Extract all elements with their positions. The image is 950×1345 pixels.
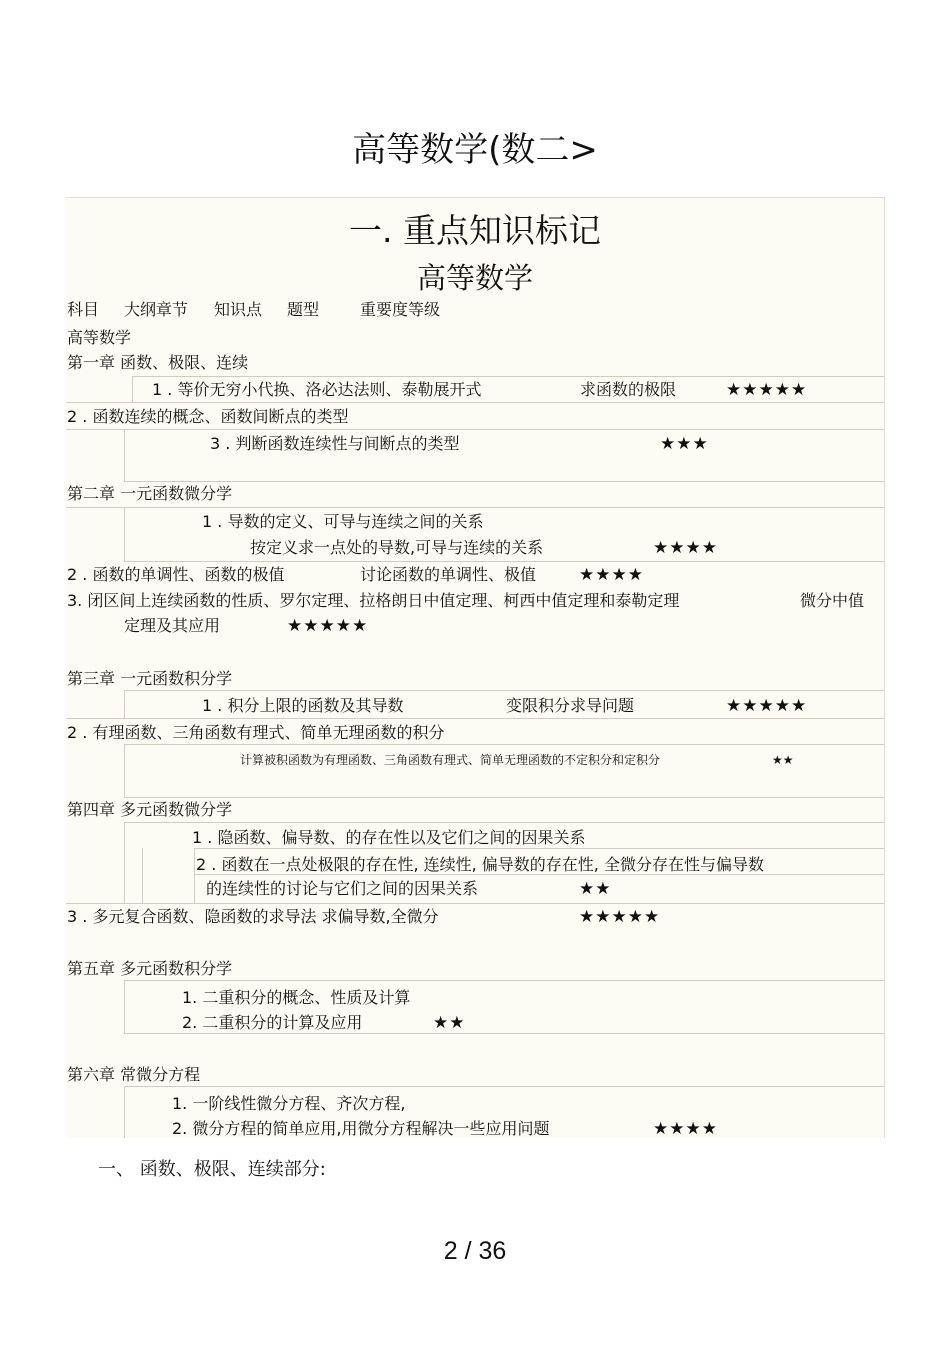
ch2-item-2: 2 . 函数的单调性、函数的极值 <box>67 565 285 584</box>
row-line <box>66 718 884 719</box>
row-line <box>124 561 884 562</box>
knowledge-table <box>66 197 885 1138</box>
column-line <box>194 848 195 903</box>
header-subject: 科目 <box>67 300 100 319</box>
row-line <box>66 402 884 403</box>
column-line <box>142 848 143 903</box>
row-line <box>124 690 884 691</box>
subject-name: 高等数学 <box>67 328 132 347</box>
column-line <box>124 690 125 718</box>
ch5-item-2: 2. 二重积分的计算及应用 <box>182 1013 363 1032</box>
document-title: 高等数学(数二> <box>352 130 598 170</box>
column-line <box>132 376 133 402</box>
row-line <box>124 822 884 823</box>
ch1-item-3-stars: ★★★ <box>660 434 709 454</box>
ch3-item-2: 2 . 有理函数、三角函数有理式、简单无理函数的积分 <box>67 723 445 742</box>
page-number: 2 / 36 <box>443 1237 507 1265</box>
chapter-1-title: 第一章 函数、极限、连续 <box>67 353 249 372</box>
ch4-item-3: 3 . 多元复合函数、隐函数的求导法 求偏导数,全微分 <box>67 907 439 926</box>
ch6-item-2-stars: ★★★★ <box>653 1119 718 1139</box>
row-line <box>124 1086 884 1087</box>
row-line <box>66 507 884 508</box>
row-line <box>194 848 884 849</box>
ch5-item-1: 1. 二重积分的概念、性质及计算 <box>182 988 411 1007</box>
row-line <box>124 481 884 482</box>
row-line <box>66 903 884 904</box>
ch4-item-1: 1 . 隐函数、偏导数、的存在性以及它们之间的因果关系 <box>192 828 586 847</box>
ch4-item-2-stars: ★★ <box>579 879 612 899</box>
ch2-item-2-stars: ★★★★ <box>579 565 644 585</box>
ch5-item-2-stars: ★★ <box>433 1013 466 1033</box>
row-line <box>124 744 884 745</box>
ch2-item-3-type-a: 微分中值 <box>800 591 865 610</box>
ch3-item-1-type: 变限积分求导问题 <box>506 696 635 715</box>
ch2-item-3-stars: ★★★★★ <box>287 616 369 636</box>
ch3-item-1: 1 . 积分上限的函数及其导数 <box>202 696 404 715</box>
chapter-3-title: 第三章 一元函数积分学 <box>67 669 233 688</box>
chapter-5-title: 第五章 多元函数积分学 <box>67 959 233 978</box>
ch2-item-3: 3. 闭区间上连续函数的性质、罗尔定理、拉格朗日中值定理、柯西中值定理和泰勒定理 <box>67 591 680 610</box>
column-line <box>124 429 125 481</box>
ch1-item-1-type: 求函数的极限 <box>580 380 677 399</box>
chapter-4-title: 第四章 多元函数微分学 <box>67 800 233 819</box>
ch4-item-3-stars: ★★★★★ <box>579 907 661 927</box>
row-line <box>124 980 884 981</box>
column-line <box>124 744 125 797</box>
section-title: 一. 重点知识标记 <box>349 211 601 250</box>
ch1-item-3: 3 . 判断函数连续性与间断点的类型 <box>210 434 460 453</box>
row-line <box>124 1033 884 1034</box>
row-line <box>66 429 884 430</box>
ch2-item-2-type: 讨论函数的单调性、极值 <box>360 565 537 584</box>
ch2-item-1-stars: ★★★★ <box>653 538 718 558</box>
header-knowledge: 知识点 <box>214 300 263 319</box>
ch2-item-3-type-b: 定理及其应用 <box>124 616 221 635</box>
ch4-item-2b: 的连续性的讨论与它们之间的因果关系 <box>206 879 479 898</box>
header-chapter: 大纲章节 <box>124 300 189 319</box>
ch6-item-2: 2. 微分方程的简单应用,用微分方程解决一些应用问题 <box>172 1119 550 1138</box>
ch2-item-1-type: 按定义求一点处的导数,可导与连续的关系 <box>250 538 544 557</box>
section-subtitle: 高等数学 <box>416 261 533 295</box>
ch1-item-1-stars: ★★★★★ <box>726 380 808 400</box>
ch1-item-1: 1 . 等价无穷小代换、洛必达法则、泰勒展开式 <box>152 380 482 399</box>
ch3-item-2-type: 计算被积函数为有理函数、三角函数有理式、简单无理函数的不定积分和定积分 <box>240 753 661 767</box>
ch4-item-2a: 2 . 函数在一点处极限的存在性, 连续性, 偏导数的存在性, 全微分存在性与偏导数 <box>196 855 764 874</box>
column-line <box>124 1086 125 1138</box>
ch1-item-2: 2 . 函数连续的概念、函数间断点的类型 <box>67 407 349 426</box>
chapter-6-title: 第六章 常微分方程 <box>67 1065 201 1084</box>
header-type: 题型 <box>287 300 320 319</box>
column-line <box>124 507 125 561</box>
column-line <box>124 980 125 1033</box>
column-line <box>124 822 125 903</box>
section-heading-functions-limits: 一、 函数、极限、连续部分: <box>98 1159 326 1180</box>
ch3-item-2-stars: ★★ <box>772 753 794 767</box>
ch6-item-1: 1. 一阶线性微分方程、齐次方程, <box>172 1094 406 1113</box>
ch3-item-1-stars: ★★★★★ <box>726 696 808 716</box>
ch2-item-1: 1 . 导数的定义、可导与连续之间的关系 <box>202 512 484 531</box>
row-line <box>124 797 884 798</box>
chapter-2-title: 第二章 一元函数微分学 <box>67 484 233 503</box>
header-importance: 重要度等级 <box>360 300 441 319</box>
row-line <box>132 376 884 377</box>
